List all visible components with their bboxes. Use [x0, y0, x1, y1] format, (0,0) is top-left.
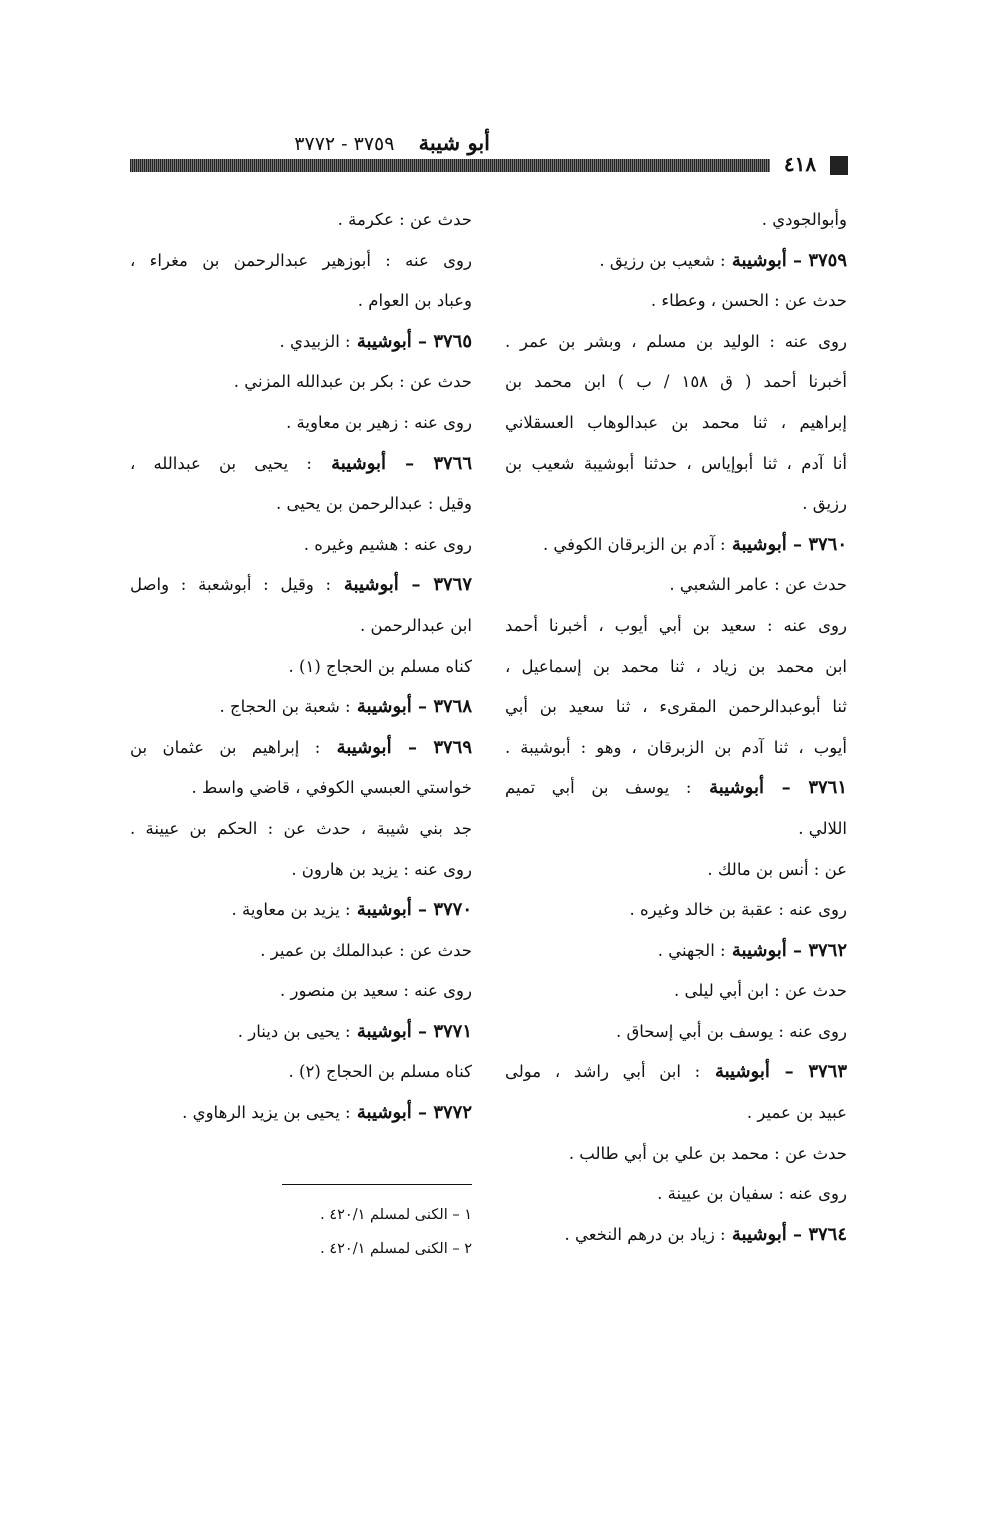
entry-heading	[505, 1215, 847, 1256]
text-line: أخبرنا أحمد ( ق ١٥٨ / ب ) ابن محمد بن	[505, 372, 847, 392]
text-line: روى عنه : الوليد بن مسلم ، وبشر بن عمر .	[505, 331, 847, 351]
text-line: روى عنه : سعيد بن منصور .	[280, 981, 472, 1001]
text-line: حدث عن : عكرمة .	[337, 210, 472, 229]
text-line: روى عنه : أبوزهير عبدالرحمن بن مغراء ،	[130, 250, 472, 270]
text-line: وقيل : عبدالرحمن بن يحيى .	[276, 494, 472, 514]
footnote: ٢ – الكنى لمسلم ٤٢٠/١ .	[320, 1241, 472, 1257]
entry-number-and-kunya: ٣٧٦٧ – أبوشيبة	[331, 574, 472, 596]
entry-heading	[505, 931, 847, 972]
entry-heading	[130, 565, 472, 606]
text-line: جد بني شيبة ، حدث عن : الحكم بن عيينة .	[130, 818, 472, 838]
entry-name: : وقيل : أبوشعبة : واصل	[130, 575, 332, 595]
entry-heading	[130, 1012, 472, 1053]
entry-name: : يحيى بن يزيد الرهاوي .	[182, 1103, 351, 1123]
entry-number-and-kunya: ٣٧٦٢ – أبوشيبة	[725, 939, 847, 961]
entry-name: : إبراهيم بن عثمان بن	[130, 737, 321, 757]
entry-name: : يزيد بن معاوية .	[231, 900, 351, 920]
running-header	[130, 130, 490, 156]
text-line: روى عنه : هشيم وغيره .	[303, 534, 472, 554]
entry-number-and-kunya: ٣٧٦٣ – أبوشيبة	[700, 1061, 847, 1083]
footnotes	[130, 1198, 472, 1266]
entry-name: : ابن أبي راشد ، مولى	[505, 1062, 701, 1082]
entry-heading	[130, 687, 472, 728]
header-title: أبو شيبة	[418, 130, 490, 155]
text-line: أنا آدم ، ثنا أبوإياس ، حدثنا أبوشيبة شعيب بن	[505, 453, 847, 473]
text-line: حدث عن : عبدالملك بن عمير .	[260, 940, 472, 960]
entry-heading	[130, 1093, 472, 1134]
entry-number-and-kunya: ٣٧٦٩ – أبوشيبة	[320, 736, 472, 758]
text-line: كناه مسلم بن الحجاج (٢) .	[288, 1062, 472, 1082]
text-line: روى عنه : يوسف بن أبي إسحاق .	[615, 1021, 847, 1041]
right-column	[505, 200, 847, 1255]
entry-heading	[130, 322, 472, 363]
entry-number-and-kunya: ٣٧٦٦ – أبوشيبة	[311, 452, 472, 474]
header-entry-range: ٣٧٥٩ - ٣٧٧٢	[294, 133, 395, 155]
text-line: خواستي العبسي الكوفي ، قاضي واسط .	[191, 778, 472, 798]
text-line: حدث عن : ابن أبي ليلى .	[674, 981, 847, 1001]
page-number: ٤١٨	[770, 150, 830, 178]
entry-heading	[505, 768, 847, 809]
entry-number-and-kunya: ٣٧٧٢ – أبوشيبة	[350, 1102, 472, 1124]
text-line: حدث عن : بكر بن عبدالله المزني .	[233, 372, 472, 392]
entry-heading	[505, 525, 847, 566]
footnote: ١ – الكنى لمسلم ٤٢٠/١ .	[320, 1207, 472, 1223]
header-rule	[130, 159, 848, 172]
entry-name: : شعبة بن الحجاج .	[219, 697, 351, 717]
entry-heading	[130, 890, 472, 931]
text-line: وأبوالجودي .	[761, 210, 847, 229]
entry-number-and-kunya: ٣٧٧٠ – أبوشيبة	[350, 899, 472, 921]
text-line: ابن محمد بن زياد ، ثنا محمد بن إسماعيل ،	[505, 656, 847, 676]
entry-name: : الجهني .	[657, 940, 726, 960]
entry-name: : يحيى بن دينار .	[237, 1021, 351, 1041]
text-line: ثنا أبوعبدالرحمن المقرىء ، ثنا سعيد بن أبي	[505, 697, 847, 717]
text-line: روى عنه : زهير بن معاوية .	[286, 412, 472, 432]
text-line: حدث عن : عامر الشعبي .	[669, 575, 847, 595]
entry-number-and-kunya: ٣٧٦٤ – أبوشيبة	[725, 1223, 847, 1245]
footnote-separator	[282, 1184, 472, 1185]
entry-heading	[130, 444, 472, 485]
entry-number-and-kunya: ٣٧٦١ – أبوشيبة	[691, 777, 847, 799]
entry-heading	[505, 241, 847, 282]
entry-heading	[130, 728, 472, 769]
text-line: أيوب ، ثنا آدم بن الزبرقان ، وهو : أبوشيبة .	[505, 737, 847, 757]
entry-number-and-kunya: ٣٧٥٩ – أبوشيبة	[725, 249, 847, 271]
text-line: كناه مسلم بن الحجاج (١) .	[288, 656, 472, 676]
text-line: روى عنه : يزيد بن هارون .	[291, 859, 472, 879]
entry-number-and-kunya: ٣٧٦٨ – أبوشيبة	[350, 696, 472, 718]
entry-number-and-kunya: ٣٧٦٠ – أبوشيبة	[725, 533, 847, 555]
text-line: حدث عن : الحسن ، وعطاء .	[650, 291, 847, 311]
text-line: عن : أنس بن مالك .	[707, 859, 847, 879]
text-line: عبيد بن عمير .	[746, 1103, 847, 1123]
text-line: إبراهيم ، ثنا محمد بن عبدالوهاب العسقلاني	[505, 412, 847, 432]
entry-name: : الزبيدي .	[279, 331, 351, 351]
entry-name: : يوسف بن أبي تميم	[505, 778, 692, 798]
entry-heading	[505, 1052, 847, 1093]
entry-name: : يحيى بن عبدالله ،	[130, 453, 312, 473]
header-rule-end	[828, 156, 848, 175]
text-line: روى عنه : عقبة بن خالد وغيره .	[629, 900, 847, 920]
left-column	[130, 200, 472, 1134]
text-line: اللالي .	[798, 818, 847, 838]
text-line: ابن عبدالرحمن .	[360, 615, 472, 635]
entry-name: : شعيب بن رزيق .	[599, 250, 726, 270]
text-line: حدث عن : محمد بن علي بن أبي طالب .	[568, 1143, 847, 1163]
text-line: وعباد بن العوام .	[357, 291, 472, 311]
entry-number-and-kunya: ٣٧٧١ – أبوشيبة	[350, 1020, 472, 1042]
entry-name: : زياد بن درهم النخعي .	[564, 1224, 726, 1244]
text-line: روى عنه : سفيان بن عيينة .	[657, 1184, 847, 1204]
entry-number-and-kunya: ٣٧٦٥ – أبوشيبة	[350, 330, 472, 352]
text-line: روى عنه : سعيد بن أبي أيوب ، أخبرنا أحمد	[505, 615, 847, 635]
entry-name: : آدم بن الزبرقان الكوفي .	[542, 534, 726, 554]
text-line: رزيق .	[802, 494, 847, 514]
